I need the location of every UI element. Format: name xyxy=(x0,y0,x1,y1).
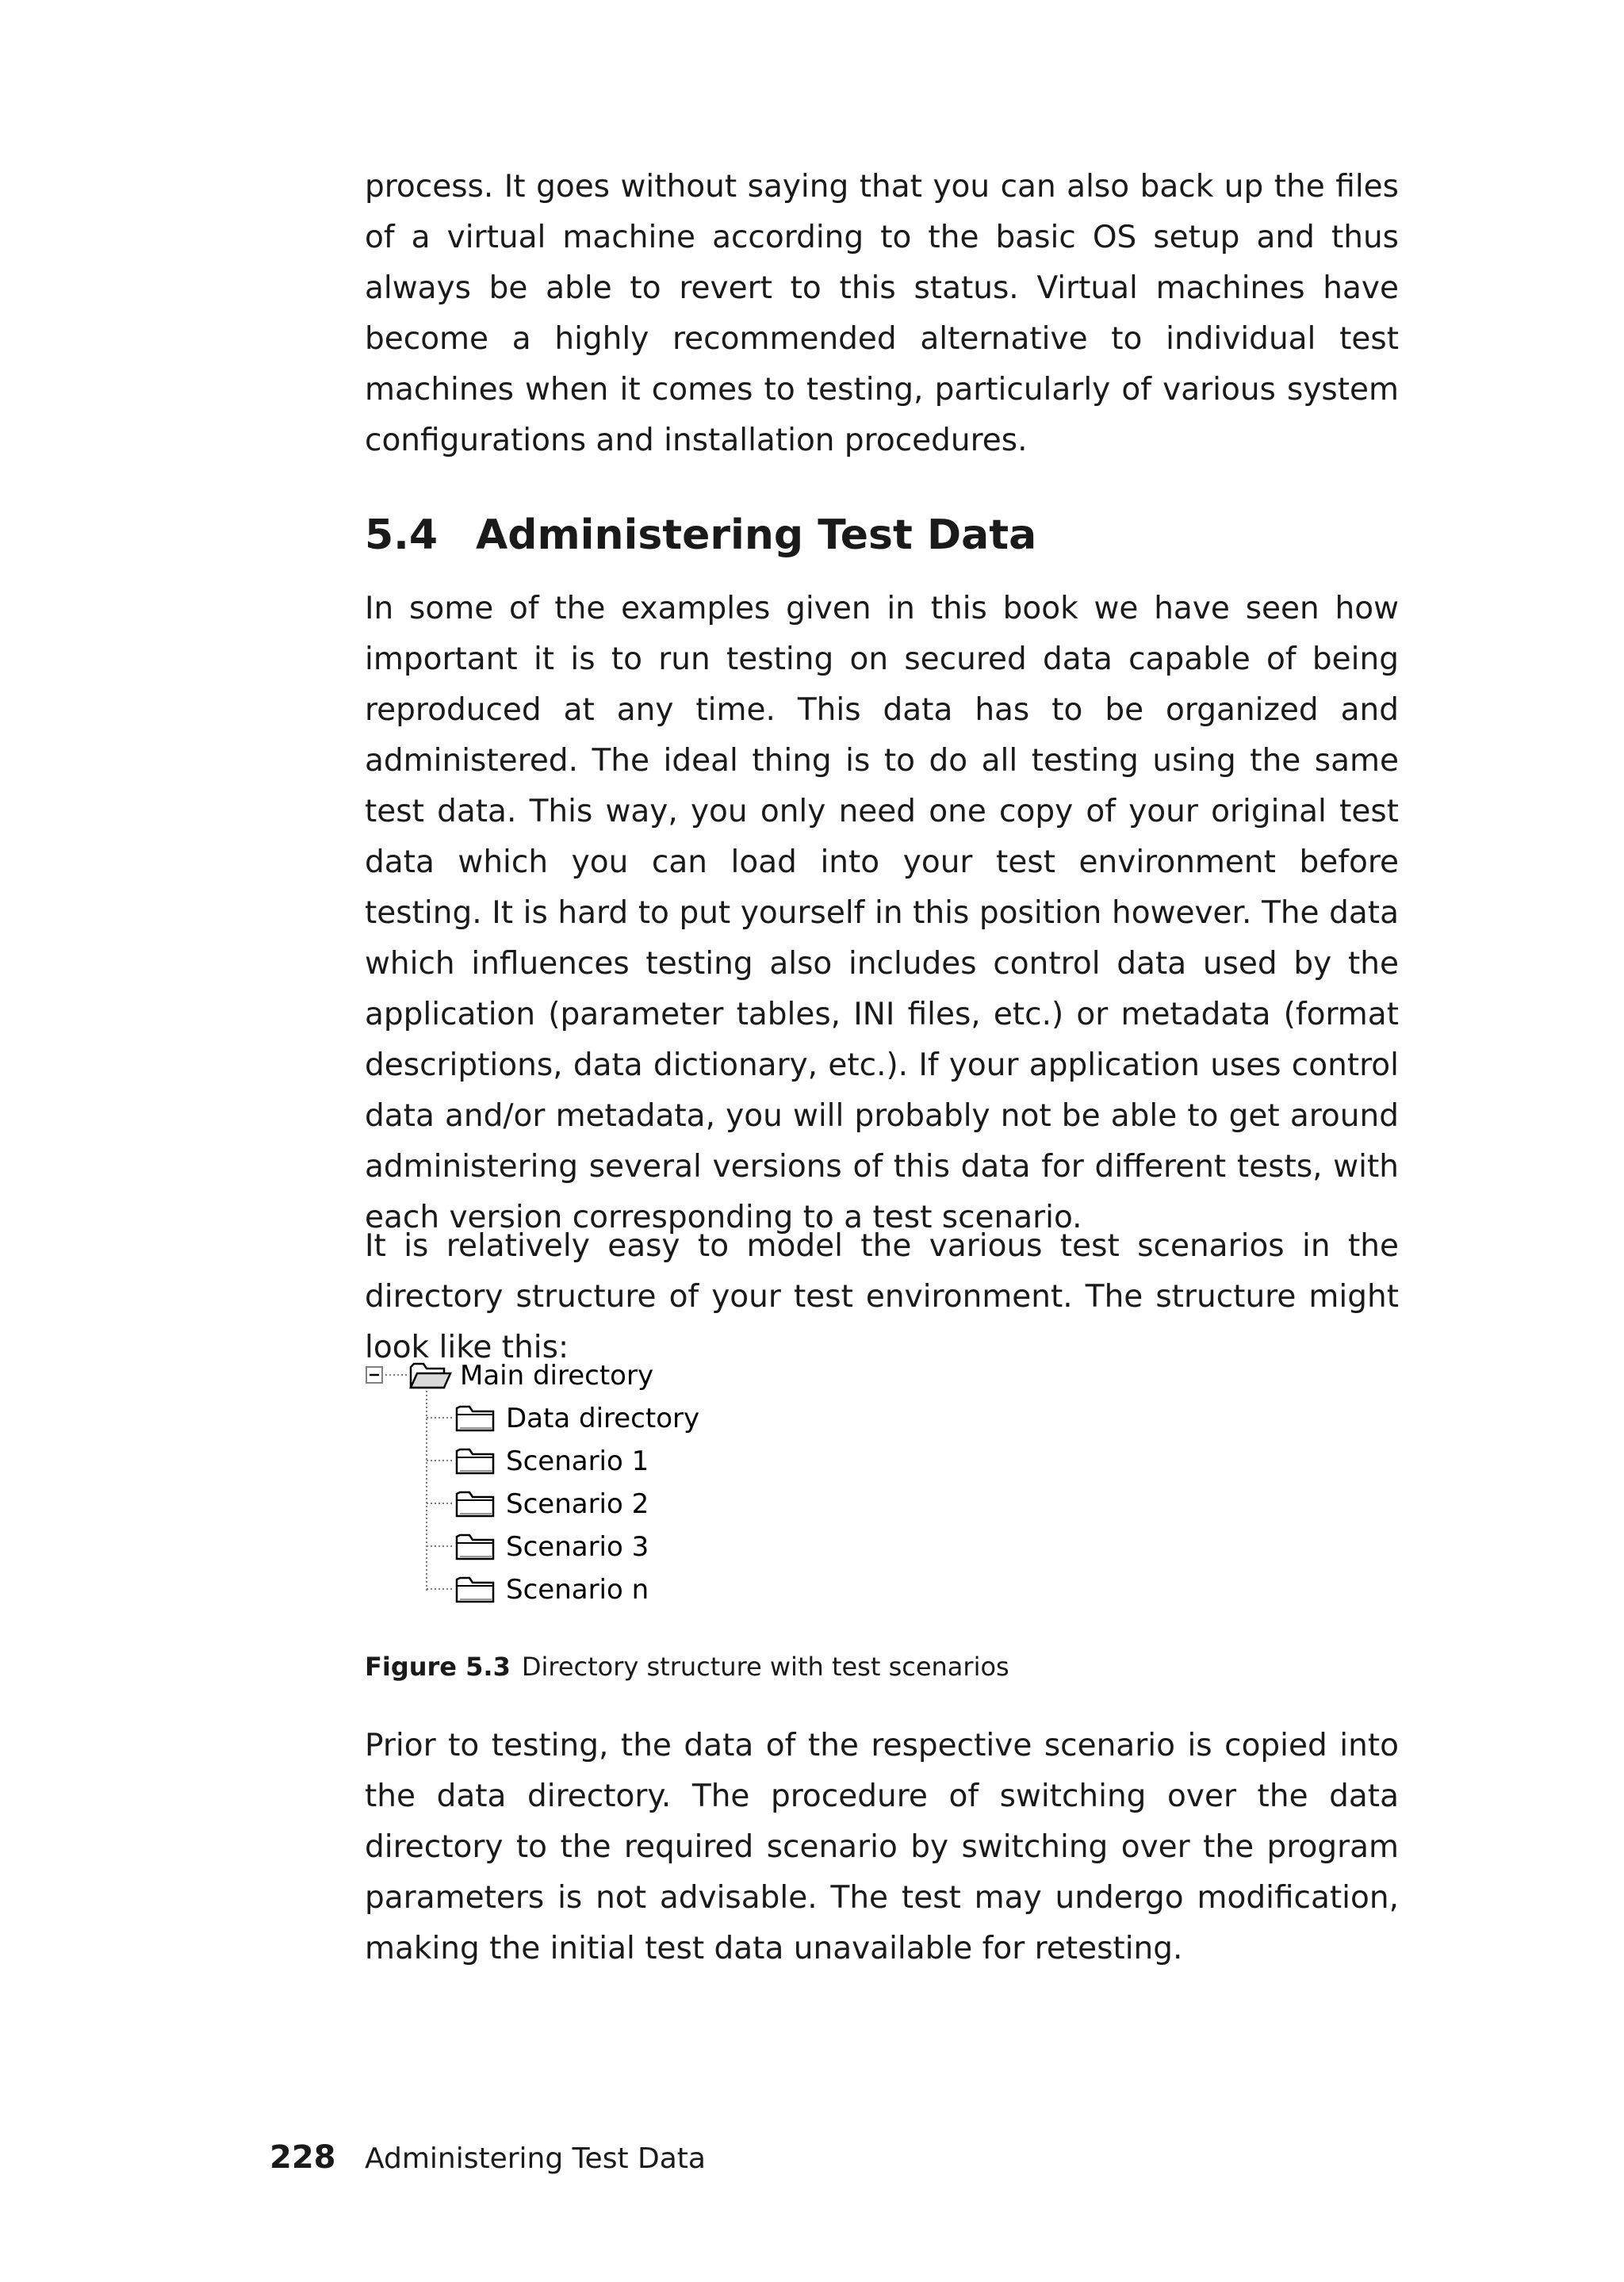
tree-item-scenario-1[interactable] xyxy=(454,1442,649,1481)
section-number: 5.4 xyxy=(365,511,439,559)
tree-item-label[interactable]: Scenario 1 xyxy=(506,1445,649,1477)
running-title: Administering Test Data xyxy=(365,2142,706,2175)
section-title: Administering Test Data xyxy=(476,511,1037,559)
body-paragraph-3: It is relatively easy to model the various test scenarios in the directory structure of your test environment. The structure might look like this: xyxy=(365,1228,1399,1365)
folder-icon xyxy=(454,1530,498,1564)
figure-caption-text: Directory structure with test scenarios xyxy=(521,1652,1009,1682)
tree-item-scenario-n[interactable] xyxy=(454,1570,649,1610)
tree-root-label[interactable]: Main directory xyxy=(460,1360,654,1392)
tree-item-label[interactable]: Data directory xyxy=(506,1403,700,1434)
page-number: 228 xyxy=(270,2139,336,2176)
tree-root-row[interactable] xyxy=(365,1356,653,1396)
folder-icon xyxy=(454,1445,498,1478)
open-folder-icon xyxy=(408,1359,452,1392)
figure-caption xyxy=(365,1649,1009,1684)
folder-icon xyxy=(454,1402,498,1435)
tree-item-label[interactable]: Scenario n xyxy=(506,1574,649,1606)
page-footer xyxy=(270,2138,706,2179)
section-heading xyxy=(365,507,1036,563)
folder-icon xyxy=(454,1573,498,1606)
body-paragraph-2: In some of the examples given in this book we have seen how important it is to run testing on secured data capable of being reproduced at any time. This data has to be organized and administered. The ideal thing is to do all testing using the same test data. This way, you only need one copy of your original test data which you can load into your test environment before testing. It is hard to put yourself in this position however. The data which influences testing also includes control data used by the application (parameter tables, INI files, etc.) or metadata (format descriptions, data dictionary, etc.). If your application uses control data and/or metadata, you will probably not be able to get around administering several versions of this data for different tests, with each version corresponding to a test scenario. xyxy=(365,591,1399,1235)
directory-tree-figure xyxy=(365,1356,714,1610)
tree-item-scenario-3[interactable] xyxy=(454,1527,649,1567)
tree-item-label[interactable]: Scenario 2 xyxy=(506,1488,649,1520)
tree-item-label[interactable]: Scenario 3 xyxy=(506,1531,649,1563)
folder-icon xyxy=(454,1488,498,1521)
body-paragraph-4: Prior to testing, the data of the respective scenario is copied into the data directory. The procedure of switching over the data directory to the required scenario by switching over the program parameters is not advisable. The test may undergo modification, making the initial test data unavailable for retesting. xyxy=(365,1728,1399,1966)
figure-label: Figure 5.3 xyxy=(365,1652,511,1682)
tree-item-data-directory[interactable] xyxy=(454,1399,699,1438)
body-paragraph-1: process. It goes without saying that you can also back up the files of a virtual machine according to the basic OS setup and thus always be able to revert to this status. Virtual machines have become a highly recommended alternative to individual test machines when it comes to testing, particularly of various system configurations and installation procedures. xyxy=(365,169,1399,458)
tree-item-scenario-2[interactable] xyxy=(454,1484,649,1524)
collapse-minus-icon[interactable] xyxy=(365,1365,385,1386)
